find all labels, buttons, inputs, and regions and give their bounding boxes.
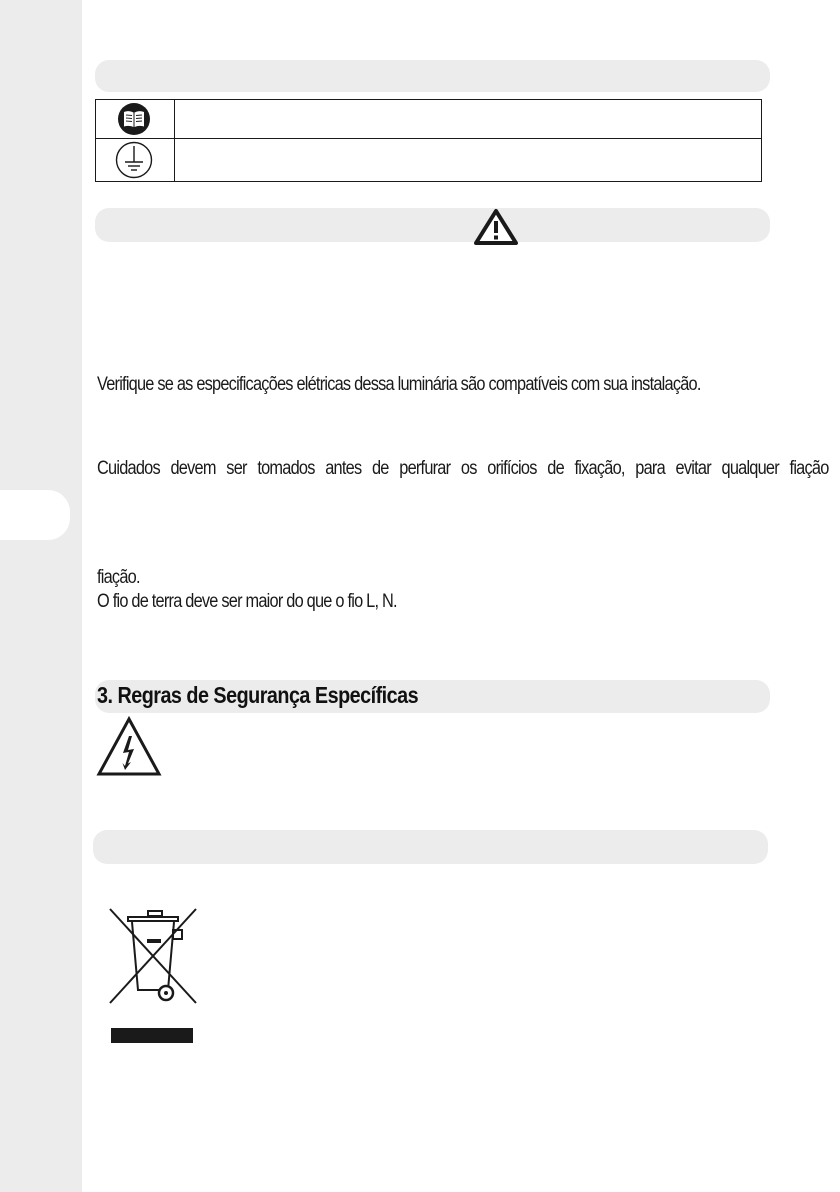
disposal-marking-bar — [111, 1028, 193, 1043]
warning-triangle-icon — [473, 208, 519, 246]
paragraph-electrical-specs: Verifique se as especificações elétricas dessa luminária são compatíveis com sua instalação. — [97, 374, 701, 395]
table-divider — [96, 138, 761, 139]
side-strip — [0, 0, 82, 1192]
manual-book-icon — [116, 101, 152, 137]
section-heading-specific-rules: 3. Regras de Segurança Específicas — [97, 682, 419, 708]
section-band-disposal — [93, 830, 768, 864]
paragraph-wiring: fiação. — [97, 567, 140, 588]
crossed-out-bin-icon — [106, 905, 200, 1005]
side-tab — [0, 490, 70, 540]
paragraph-ground-wire: O fio de terra deve ser maior do que o fio L, N. — [97, 591, 397, 612]
section-band-warnings — [95, 208, 770, 242]
electric-shock-warning-icon — [96, 716, 162, 778]
section-band-symbols — [95, 60, 770, 92]
ground-earth-icon — [114, 140, 154, 180]
table-divider — [174, 100, 175, 181]
paragraph-drilling-care: Cuidados devem ser tomados antes de perfurar os orifícios de fixação, para evitar qualquer fiação — [97, 458, 829, 479]
symbol-table — [95, 99, 762, 182]
